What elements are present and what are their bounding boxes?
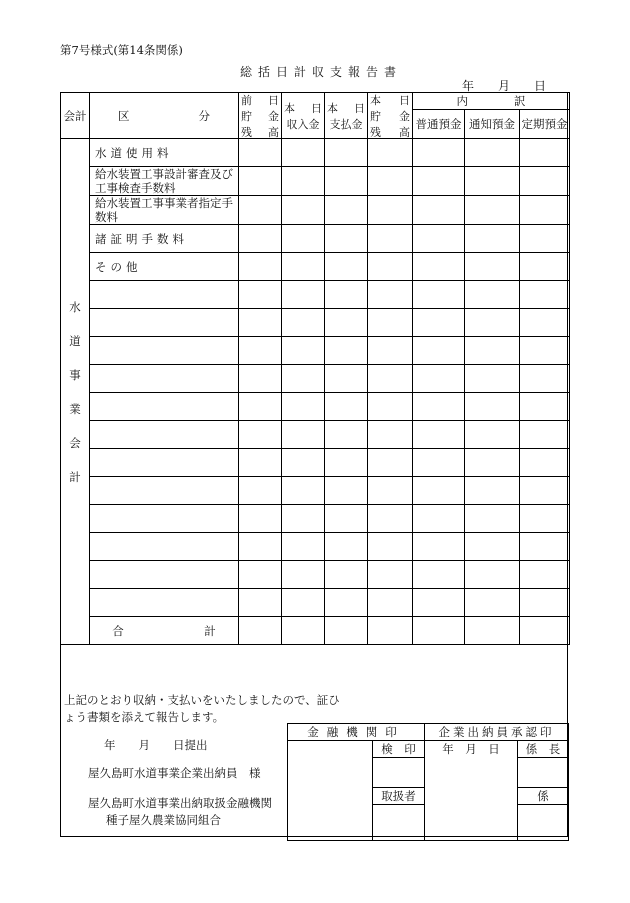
approval-seal-header: 企業出納員承認印 bbox=[425, 724, 569, 741]
table-row bbox=[61, 421, 570, 449]
report-statement: 上記のとおり収納・支払いをいたしましたので、証ひょう書類を添えて報告します。 bbox=[64, 693, 340, 724]
table-row bbox=[61, 589, 570, 617]
handler-seal-box bbox=[373, 805, 425, 841]
header-ordinary-deposit: 普通預金 bbox=[413, 110, 465, 139]
row-label-contractor-designation-fee: 給水装置工事事業者指定手数料 bbox=[90, 196, 239, 225]
form-title: 総括日計収支報告書 bbox=[240, 65, 403, 79]
table-row bbox=[61, 477, 570, 505]
table-row bbox=[61, 309, 570, 337]
header-account: 会計 bbox=[61, 93, 90, 139]
header-notice-deposit: 通知預金 bbox=[465, 110, 520, 139]
account-name: 水 道 事 業 会 計 bbox=[61, 139, 90, 645]
table-row bbox=[61, 533, 570, 561]
header-today-balance: 本 日 貯 金 残 高 bbox=[368, 93, 413, 139]
bank-seal-box bbox=[288, 741, 373, 841]
table-row bbox=[61, 253, 570, 281]
table-row bbox=[61, 139, 570, 167]
chief-label: 係 長 bbox=[518, 741, 569, 758]
header-breakdown: 内 訳 bbox=[413, 93, 570, 110]
handler-label: 取扱者 bbox=[373, 788, 425, 805]
form-number: 第7号様式(第14条関係) bbox=[60, 43, 183, 57]
row-label-other: その他 bbox=[90, 253, 239, 281]
header-today-expense: 本 日 支払金 bbox=[325, 93, 368, 139]
staff-label: 係 bbox=[518, 788, 569, 805]
row-label-water-usage: 水道使用料 bbox=[90, 139, 239, 167]
recipient-line-1: 屋久島町水道事業企業出納員 様 bbox=[88, 766, 261, 780]
header-row-1 bbox=[61, 93, 570, 110]
recipient-line-3: 種子屋久農業協同組合 bbox=[106, 813, 221, 827]
report-table bbox=[60, 92, 570, 645]
table-row bbox=[61, 505, 570, 533]
approval-date: 年 月 日 bbox=[425, 741, 518, 841]
chief-seal-box bbox=[518, 758, 569, 788]
bank-seal-header: 金融機関印 bbox=[288, 724, 425, 741]
submission-date: 年 月 日提出 bbox=[104, 738, 208, 752]
table-row bbox=[61, 449, 570, 477]
recipient-line-2: 屋久島町水道事業出納取扱金融機関 bbox=[88, 796, 272, 810]
header-prev-balance: 前 日 貯 金 残 高 bbox=[239, 93, 282, 139]
total-label: 合 計 bbox=[90, 617, 239, 645]
header-fixed-deposit: 定期預金 bbox=[520, 110, 570, 139]
table-row bbox=[61, 196, 570, 225]
table-row bbox=[61, 167, 570, 196]
table-row bbox=[61, 393, 570, 421]
table-row bbox=[61, 561, 570, 589]
table-row bbox=[61, 225, 570, 253]
header-category: 区 分 bbox=[90, 93, 239, 139]
stamp-table bbox=[287, 723, 569, 841]
table-row bbox=[61, 365, 570, 393]
inspection-seal-label: 検 印 bbox=[373, 741, 425, 758]
header-today-income: 本 日 収入金 bbox=[282, 93, 325, 139]
table-row bbox=[61, 281, 570, 309]
table-row bbox=[61, 337, 570, 365]
inspection-seal-box bbox=[373, 758, 425, 788]
staff-seal-box bbox=[518, 805, 569, 841]
row-label-certificate-fee: 諸証明手数料 bbox=[90, 225, 239, 253]
form-date: 年 月 日 bbox=[462, 79, 547, 93]
row-label-design-review-fee: 給水装置工事設計審査及び工事検査手数料 bbox=[90, 167, 239, 196]
total-row bbox=[61, 617, 570, 645]
